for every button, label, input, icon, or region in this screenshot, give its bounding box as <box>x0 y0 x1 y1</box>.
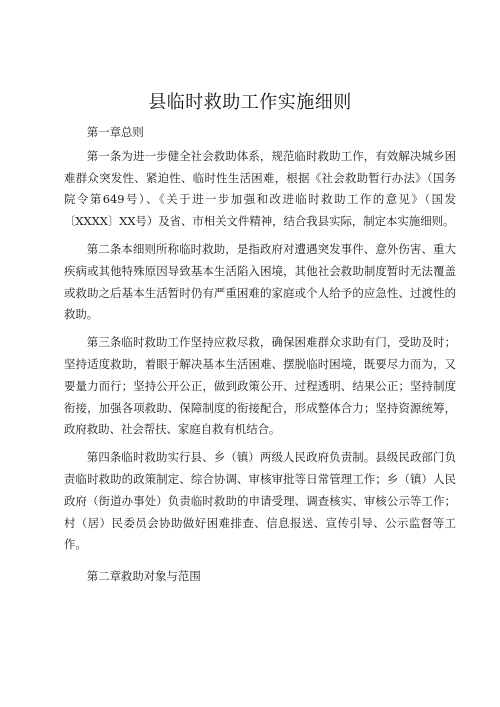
article-paragraph: 第三条临时救助工作坚持应救尽救，确保困难群众求助有门，受助及时；坚持适度救助，着眼于解决基本生活困难、摆脱临时困境，既要尽力而为，又要量力而行；坚持公开公正，做到政策公开、过程透明、结果公正；坚持制度衔接，加强各项救助、保障制度的衔接配合，形成整体合力；坚持资源统筹，政府救助、社会帮扶、家庭自救有机结合。 <box>64 335 456 437</box>
article-paragraph: 第二条本细则所称临时救助，是指政府对遭遇突发事件、意外伤害、重大疾病或其他特殊原因导致基本生活陷入困境，其他社会救助制度暂时无法覆盖或救助之后基本生活暂时仍有严重困难的家庭或个人给予的应急性、过渡性的救助。 <box>64 241 456 322</box>
document-title: 县临时救助工作实施细则 <box>148 92 352 113</box>
chapter-heading: 第二章救助对象与范围 <box>86 569 201 584</box>
article-paragraph: 第四条临时救助实行县、乡（镇）两级人民政府负责制。县级民政部门负责临时救助的政策制定、综合协调、审核审批等日常管理工作；乡（镇）人民政府（街道办事处）负责临时救助的申请受理、调查核实、审核公示等工作；村（居）民委员会协助做好困难排查、信息报送、宣传引导、公示监督等工作。 <box>64 450 456 552</box>
document-body <box>64 122 456 590</box>
chapter-heading: 第一章总则 <box>86 125 144 139</box>
article-paragraph: 第一条为进一步健全社会救助体系，规范临时救助工作，有效解决城乡困难群众突发性、紧迫性、临时性生活困难，根据《社会救助暂行办法》（国务院令第649号）、《关于进一步加强和改进临时救助工作的意见》（国发〔XXXX〕XX号）及省、市相关文件精神，结合我县实际，制定本实施细则。 <box>64 148 456 229</box>
